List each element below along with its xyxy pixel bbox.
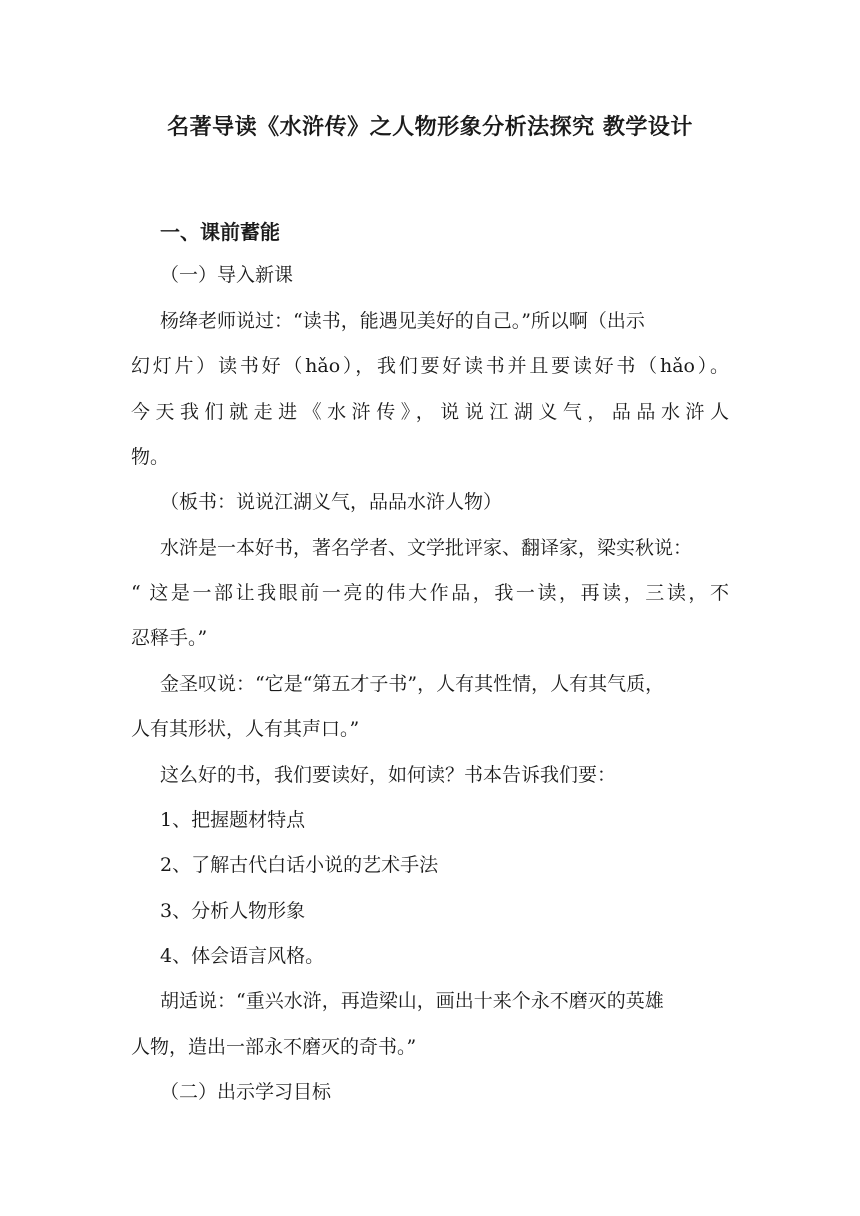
- subsection-heading: （一）导入新课: [160, 264, 294, 286]
- paragraph-line: “ 这是一部让我眼前一亮的伟大作品，我一读，再读，三读，不: [131, 582, 729, 604]
- paragraph-line: 人有其形状，人有其声口。”: [131, 718, 360, 740]
- paragraph-line: 忍释手。”: [131, 627, 208, 649]
- paragraph-line: 今天我们就走进《水浒传》，说说江湖义气，品品水浒人: [131, 401, 729, 423]
- paragraph-line: 这么好的书，我们要读好，如何读？书本告诉我们要：: [160, 764, 617, 786]
- list-item: 4、体会语言风格。: [160, 945, 325, 967]
- document-title: 名著导读《水浒传》之人物形象分析法探究 教学设计: [167, 115, 693, 140]
- paragraph-line: 水浒是一本好书，著名学者、文学批评家、翻译家，梁实秋说：: [160, 537, 693, 559]
- board-note: （板书：说说江湖义气，品品水浒人物）: [160, 491, 503, 513]
- paragraph-line: 金圣叹说：“它是“第五才子书”，人有其性情，人有其气质，: [160, 673, 665, 695]
- list-item: 3、分析人物形象: [160, 900, 306, 922]
- paragraph-line: 人物，造出一部永不磨灭的奇书。”: [131, 1036, 417, 1058]
- list-item: 1、把握题材特点: [160, 809, 306, 831]
- paragraph-line: 胡适说：“重兴水浒，再造梁山，画出十来个永不磨灭的英雄: [160, 990, 664, 1012]
- subsection-heading: （二）出示学习目标: [160, 1081, 332, 1103]
- paragraph-line: 物。: [131, 446, 170, 468]
- paragraph-line: 幻灯片）读书好（hǎo），我们要好读书并且要读好书（hǎo）。: [131, 355, 729, 377]
- section-heading: 一、课前蓄能: [160, 220, 280, 244]
- paragraph-line: 杨绛老师说过：“读书，能遇见美好的自己。”所以啊（出示: [160, 310, 645, 332]
- list-item: 2、了解古代白话小说的艺术手法: [160, 854, 439, 876]
